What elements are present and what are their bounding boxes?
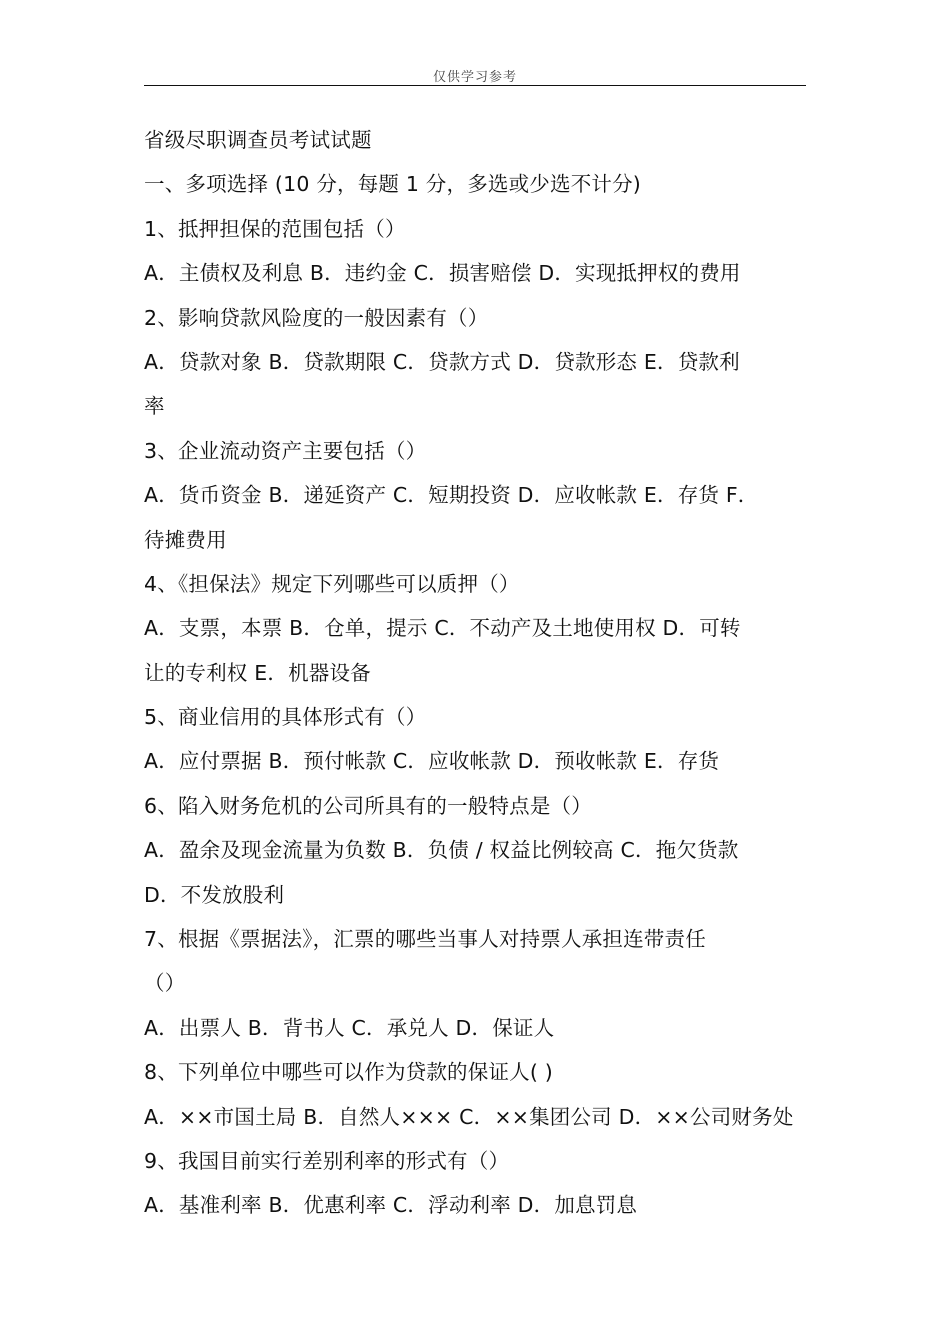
question-6-options-cont: D．不发放股利	[144, 882, 285, 907]
document-title: 省级尽职调查员考试试题	[144, 128, 372, 152]
document-body	[144, 118, 812, 1228]
section-heading: 一、多项选择 (10 分，每题 1 分，多选或少选不计分)	[144, 172, 641, 197]
question-8: 8、下列单位中哪些可以作为贷款的保证人( )	[144, 1060, 553, 1085]
question-5: 5、商业信用的具体形式有（）	[144, 705, 427, 730]
question-3-options-cont: 待摊费用	[144, 527, 227, 552]
question-7-options: A．出票人 B．背书人 C．承兑人 D．保证人	[144, 1015, 555, 1040]
question-6-options: A．盈余及现金流量为负数 B．负债 / 权益比例较高 C．拖欠货款	[144, 838, 739, 863]
question-7: 7、根据《票据法》，汇票的哪些当事人对持票人承担连带责任	[144, 927, 706, 952]
question-8-options: A．××市国土局 B．自然人××× C．××集团公司 D．××公司财务处	[144, 1104, 794, 1129]
question-1-options: A．主债权及利息 B．违约金 C．损害赔偿 D．实现抵押权的费用	[144, 261, 741, 286]
question-2: 2、影响贷款风险度的一般因素有（）	[144, 305, 489, 330]
question-7-cont: （）	[144, 971, 186, 996]
question-3-options: A．货币资金 B．递延资产 C．短期投资 D．应收帐款 E．存货 F．	[144, 483, 759, 508]
question-2-options-cont: 率	[144, 394, 165, 419]
header-divider	[144, 85, 806, 86]
page-header: 仅供学习参考	[432, 70, 517, 85]
question-9: 9、我国目前实行差别利率的形式有（）	[144, 1148, 510, 1173]
question-2-options: A．贷款对象 B．贷款期限 C．贷款方式 D．贷款形态 E．贷款利	[144, 349, 740, 374]
question-1: 1、抵押担保的范围包括（）	[144, 216, 406, 241]
question-3: 3、企业流动资产主要包括（）	[144, 438, 427, 463]
question-4-options: A．支票，本票 B．仓单，提示 C．不动产及土地使用权 D．可转	[144, 616, 741, 641]
question-5-options: A．应付票据 B．预付帐款 C．应收帐款 D．预收帐款 E．存货	[144, 749, 720, 774]
question-6: 6、陷入财务危机的公司所具有的一般特点是（）	[144, 793, 592, 818]
question-4-options-cont: 让的专利权 E．机器设备	[144, 660, 371, 685]
question-4: 4、《担保法》规定下列哪些可以质押（）	[144, 571, 520, 596]
question-9-options: A．基准利率 B．优惠利率 C．浮动利率 D．加息罚息	[144, 1193, 638, 1218]
